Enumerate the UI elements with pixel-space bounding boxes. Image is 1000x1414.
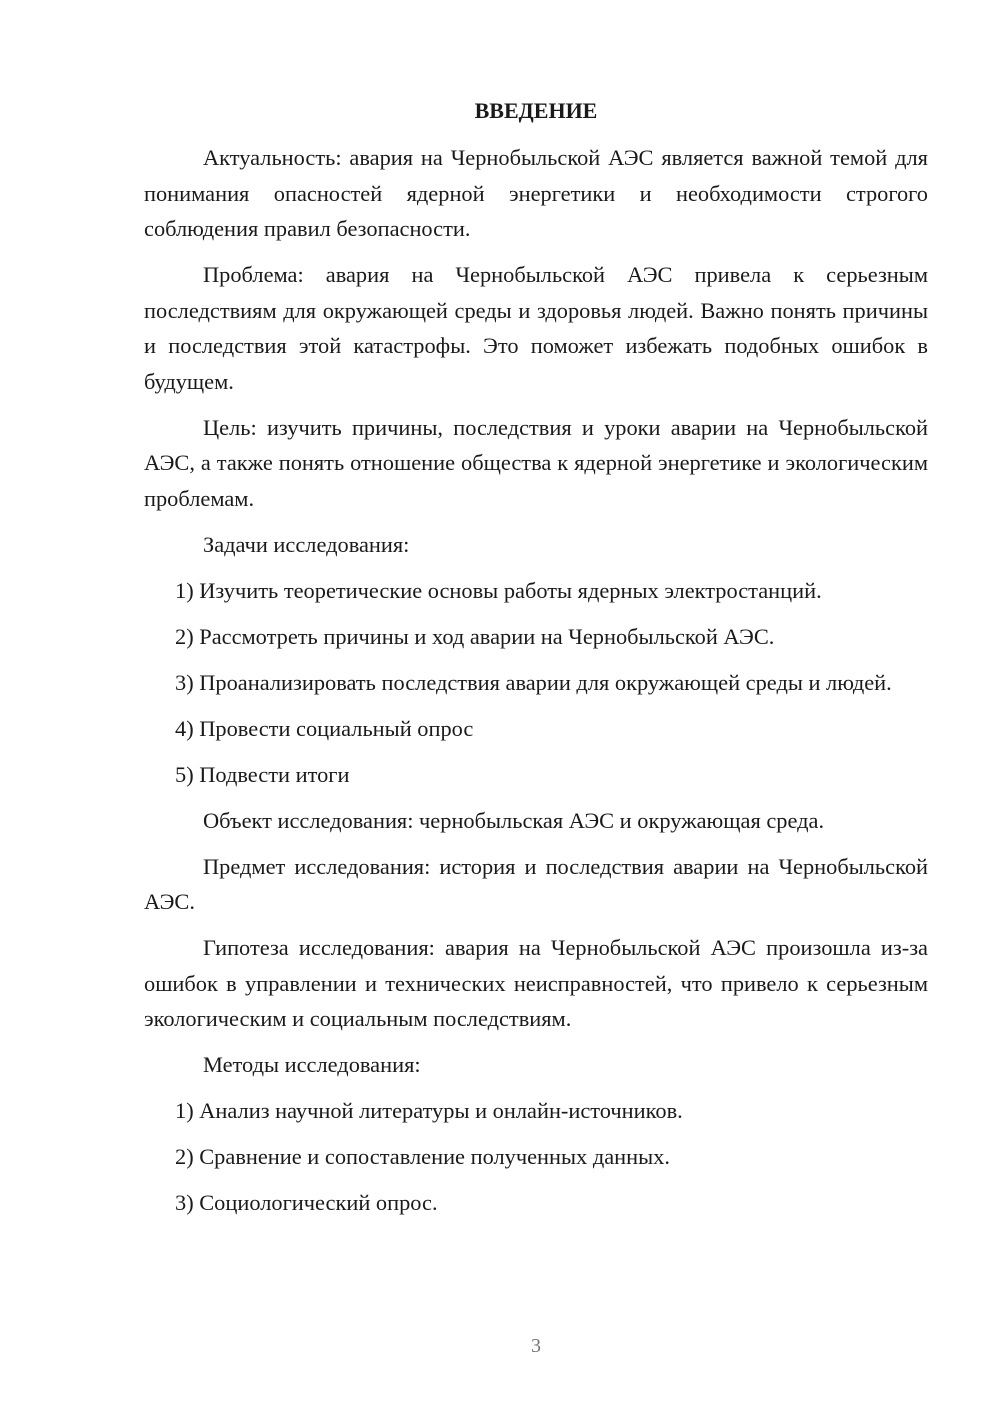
tasks-heading: Задачи исследования: [203,531,410,557]
page-title: ВВЕДЕНИЕ [474,98,598,123]
document-body [144,140,928,1231]
paragraph-object: Объект исследования: чернобыльская АЭС и окружающая среда. [203,807,825,833]
paragraph-relevance: Актуальность: авария на Чернобыльской АЭС является важной темой для понимания опасностей ядерной энергетики и необходимости строгого соблюдения правил безопасности. [144,145,928,241]
page-number: 3 [531,1335,541,1357]
task-item: 5) Подвести итоги [175,761,350,787]
task-item: 3) Проанализировать последствия аварии для окружающей среды и людей. [175,669,892,695]
paragraph-goal: Цель: изучить причины, последствия и уроки аварии на Чернобыльской АЭС, а также понять отношение общества к ядерной энергетике и экологическим проблемам. [144,414,928,511]
method-item: 3) Социологический опрос. [175,1190,438,1215]
paragraph-subject: Предмет исследования: история и последствия аварии на Чернобыльской АЭС. [144,853,928,914]
method-item: 2) Сравнение и сопоставление полученных данных. [175,1144,670,1169]
task-item: 1) Изучить теоретические основы работы ядерных электростанций. [175,577,822,603]
method-item: 1) Анализ научной литературы и онлайн-источников. [175,1098,683,1123]
task-item: 4) Провести социальный опрос [175,715,474,741]
paragraph-problem: Проблема: авария на Чернобыльской АЭС привела к серьезным последствиям для окружающей среды и здоровья людей. Важно понять причины и последствия этой катастрофы. Это поможет избежать подобных ошибок в будущем. [144,262,928,394]
methods-heading: Методы исследования: [203,1052,421,1077]
task-item: 2) Рассмотреть причины и ход аварии на Чернобыльской АЭС. [175,623,775,649]
paragraph-hypothesis: Гипотеза исследования: авария на Чернобыльской АЭС произошла из-за ошибок в управлении и технических неисправностей, что привело к серьезным экологическим и социальным последствиям. [144,935,928,1031]
